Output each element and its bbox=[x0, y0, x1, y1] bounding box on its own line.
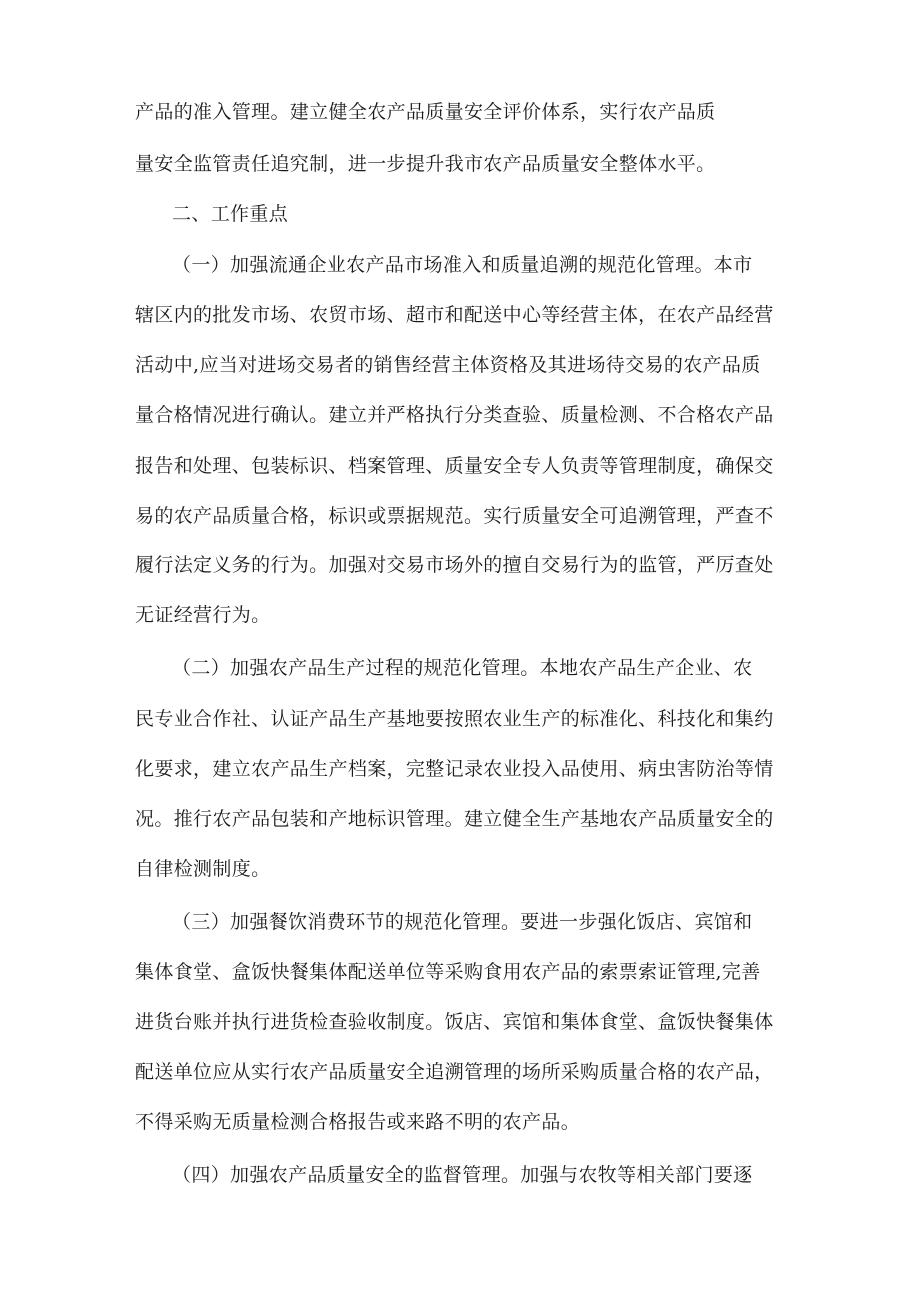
paragraph-line: （一）加强流通企业农产品市场准入和质量追溯的规范化管理。本市 bbox=[172, 254, 753, 276]
paragraph-line: 报告和处理、包装标识、档案管理、质量安全专人负责等管理制度，确保交 bbox=[135, 455, 774, 477]
paragraph-line: 量合格情况进行确认。建立并严格执行分类查验、质量检测、不合格农产品 bbox=[135, 404, 774, 426]
paragraph-line: 集体食堂、盒饭快餐集体配送单位等采购食用农产品的索票索证管理,完善 bbox=[135, 961, 761, 983]
paragraph-line: 不得采购无质量检测合格报告或来路不明的农产品。 bbox=[135, 1111, 581, 1133]
section-heading: 二、工作重点 bbox=[172, 203, 289, 225]
paragraph-line: （四）加强农产品质量安全的监督管理。加强与农牧等相关部门要逐 bbox=[172, 1164, 753, 1186]
paragraph-line: 产品的准入管理。建立健全农产品质量安全评价体系，实行农产品质 bbox=[135, 101, 716, 123]
paragraph-line: 辖区内的批发市场、农贸市场、超市和配送中心等经营主体，在农产品经营 bbox=[135, 304, 774, 326]
paragraph-line: 民专业合作社、认证产品生产基地要按照农业生产的标准化、科技化和集约 bbox=[135, 708, 774, 730]
paragraph-line: 量安全监管责任追究制，进一步提升我市农产品质量安全整体水平。 bbox=[135, 153, 716, 175]
paragraph-line: （二）加强农产品生产过程的规范化管理。本地农产品生产企业、农 bbox=[172, 657, 753, 679]
paragraph-line: 配送单位应从实行农产品质量安全追溯管理的场所采购质量合格的农产品， bbox=[135, 1061, 774, 1083]
paragraph-line: 况。推行农产品包装和产地标识管理。建立健全生产基地农产品质量安全的 bbox=[135, 808, 774, 830]
paragraph-line: （三）加强餐饮消费环节的规范化管理。要进一步强化饭店、宾馆和 bbox=[172, 911, 753, 933]
paragraph-line: 活动中,应当对进场交易者的销售经营主体资格及其进场待交易的农产品质 bbox=[135, 354, 761, 376]
paragraph-line: 自律检测制度。 bbox=[135, 858, 271, 880]
paragraph-line: 进货台账并执行进货检查验收制度。饭店、宾馆和集体食堂、盒饭快餐集体 bbox=[135, 1011, 774, 1033]
paragraph-line: 易的农产品质量合格，标识或票据规范。实行质量安全可追溯管理，严查不 bbox=[135, 505, 774, 527]
paragraph-line: 无证经营行为。 bbox=[135, 604, 271, 626]
paragraph-line: 履行法定义务的行为。加强对交易市场外的擅自交易行为的监管，严厉查处 bbox=[135, 554, 774, 576]
paragraph-line: 化要求，建立农产品生产档案，完整记录农业投入品使用、病虫害防治等情 bbox=[135, 758, 774, 780]
